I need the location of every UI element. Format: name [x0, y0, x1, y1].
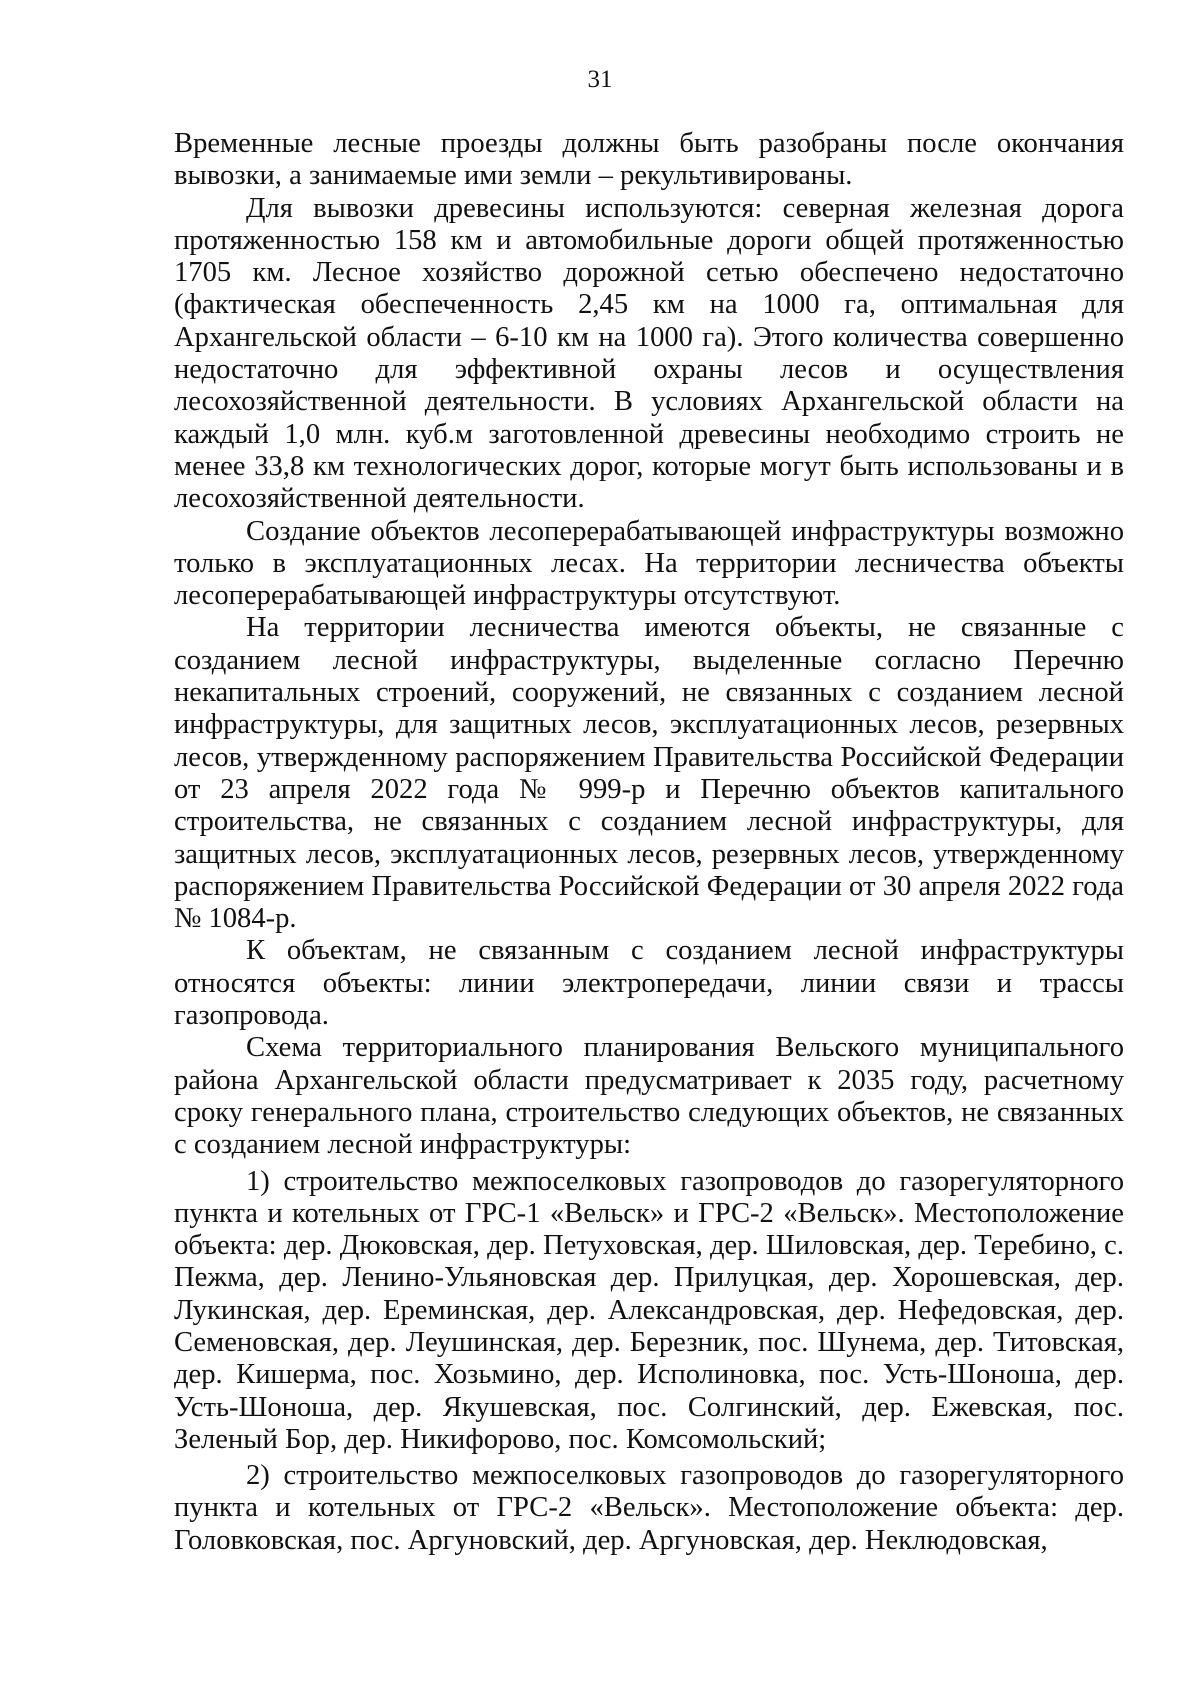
paragraph-territorial-planning: Схема территориального планирования Вельского муниципального района Архангельской области предусматривает к 2035 году, расчетному сроку генерального плана, строительство следующих объектов, не связанных с созданием лесной инфраструктуры:: [174, 1032, 1124, 1161]
list-item-gas-pipelines-1: 1) строительство межпоселковых газопроводов до газорегуляторного пункта и котельных от ГРС-1 «Вельск» и ГРС-2 «Вельск». Местоположение объекта: дер. Дюковская, дер. Петуховская, дер. Шиловская, дер. Теребино, с. Пежма, дер. Ленино-Ульяновская дер. Прилуцкая, дер. Хорошевская, дер. Лукинская, дер. Ереминская, дер. Александровская, дер. Нефедовская, дер. Семеновская, дер. Леушинская, дер. Березник, пос. Шунема, дер. Титовская, дер. Кишерма, пос. Хозьмино, дер. Исполиновка, пос. Усть-Шоноша, дер. Усть-Шоноша, дер. Якушевская, пос. Солгинский, дер. Ежевская, пос. Зеленый Бор, дер. Никифорово, пос. Комсомольский;: [174, 1165, 1124, 1455]
paragraph-object-types: К объектам, не связанным с созданием лесной инфраструктуры относятся объекты: линии электропередачи, линии связи и трассы газопровода.: [174, 935, 1124, 1032]
list-item-gas-pipelines-2: 2) строительство межпоселковых газопроводов до газорегуляторного пункта и котельных от ГРС-2 «Вельск». Местоположение объекта: дер. Головковская, пос. Аргуновский, дер. Аргуновская, дер. Неклюдовская,: [174, 1460, 1124, 1556]
paragraph-temporary-roads: Временные лесные проезды должны быть разобраны после окончания вывозки, а занимаемые ими земли – рекультивированы.: [174, 128, 1124, 192]
page-number: 31: [587, 66, 613, 93]
paragraph-timber-transport: Для вывозки древесины используются: северная железная дорога протяженностью 158 км и автомобильные дороги общей протяженностью 1705 км. Лесное хозяйство дорожной сетью обеспечено недостаточно (фактическая обеспеченность 2,45 км на 1000 га, оптимальная для Архангельской области – 6-10 км на 1000 га). Этого количества совершенно недостаточно для эффективной охраны лесов и осуществления лесохозяйственной деятельности. В условиях Архангельской области на каждый 1,0 млн. куб.м заготовленной древесины необходимо строить не менее 33,8 км технологических дорог, которые могут быть использованы и в лесохозяйственной деятельности.: [174, 192, 1124, 515]
paragraph-non-forest-objects: На территории лесничества имеются объекты, не связанные с созданием лесной инфраструктуры, выделенные согласно Перечню некапитальных строений, сооружений, не связанных с созданием лесной инфраструктуры, для защитных лесов, эксплуатационных лесов, резервных лесов, утвержденному распоряжением Правительства Российской Федерации от 23 апреля 2022 года № 999-р и Перечню объектов капитального строительства, не связанных с созданием лесной инфраструктуры, для защитных лесов, эксплуатационных лесов, резервных лесов, утвержденному распоряжением Правительства Российской Федерации от 30 апреля 2022 года № 1084-р.: [174, 612, 1124, 935]
paragraph-processing-infrastructure: Создание объектов лесоперерабатывающей инфраструктуры возможно только в эксплуатационных лесах. На территории лесничества объекты лесоперерабатывающей инфраструктуры отсутствуют.: [174, 515, 1124, 612]
document-body: [174, 128, 1124, 1557]
